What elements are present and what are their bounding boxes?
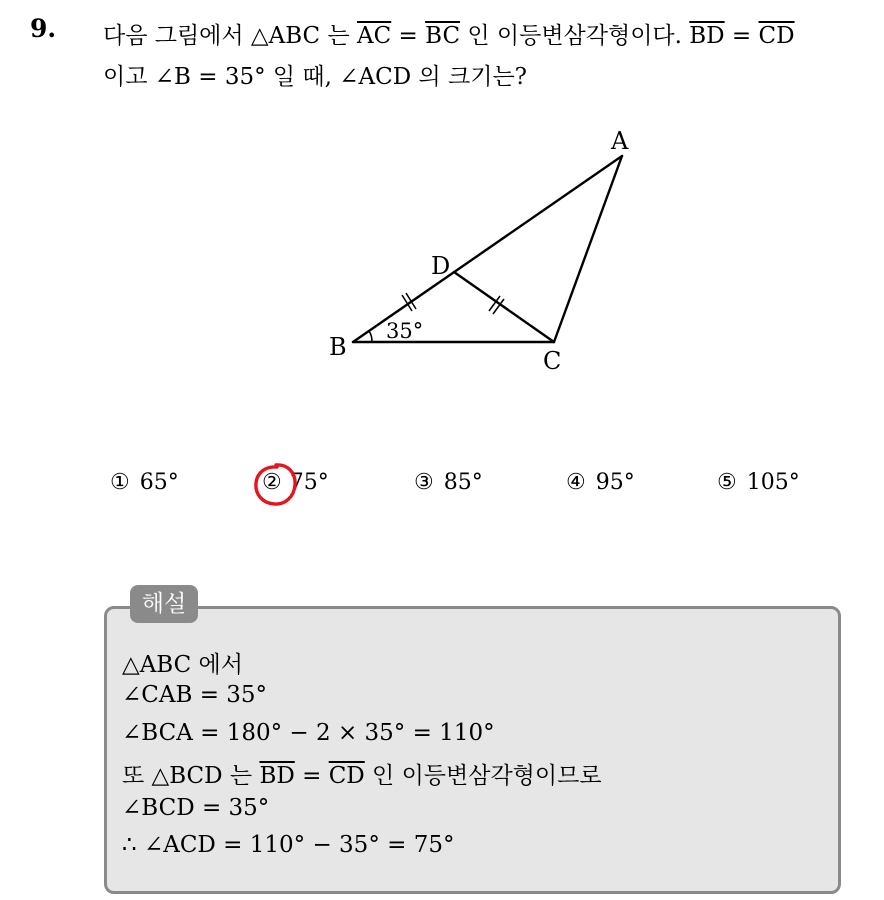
solution-line-5: ∠BCD = 35° [122, 795, 270, 821]
solution-line-3: ∠BCA = 180° − 2 × 35° = 110° [122, 720, 495, 746]
equals-sign: = [294, 763, 329, 789]
question-text-line2: 이고 ∠B = 35° 일 때, ∠ACD 의 크기는? [103, 64, 528, 90]
choice-value: 65° [139, 470, 179, 495]
side-ac [554, 156, 622, 342]
choice-marker: ⑤ [717, 470, 737, 495]
choice-value: 95° [595, 470, 635, 495]
choice-value: 105° [746, 470, 800, 495]
triangle-figure [320, 120, 660, 380]
label-b: B [329, 333, 347, 361]
question-number: 9. [30, 14, 57, 43]
segment-bd: $\overline{BD}$ [259, 763, 295, 789]
segment-cd: $\overline{CD}$ [758, 23, 795, 49]
side-ba [353, 156, 622, 342]
question-text-part: 다음 그림에서 △ABC 는 [103, 23, 357, 49]
choice-value: 75° [289, 470, 329, 495]
solution-line-4 [122, 757, 602, 790]
segment-ac: $\overline{AC}$ [357, 23, 392, 49]
choice-marker: ④ [566, 470, 586, 495]
solution-line-2: ∠CAB = 35° [122, 682, 268, 708]
segment-cd: $\overline{CD}$ [328, 763, 365, 789]
question-text-part: 인 이등변삼각형이다. [460, 23, 690, 49]
label-a: A [611, 127, 629, 155]
choice-marker: ③ [414, 470, 434, 495]
solution-text-part: 또 △BCD 는 [122, 763, 260, 789]
angle-label-b: 35° [386, 319, 424, 343]
segment-dc-line [454, 272, 554, 342]
equals-sign: = [391, 23, 426, 49]
choice-1[interactable] [110, 470, 179, 495]
segment-bd: $\overline{BD}$ [689, 23, 725, 49]
tick-mark-bd [406, 293, 416, 309]
question-text-line1 [103, 17, 795, 50]
choice-marker: ② [262, 470, 282, 495]
answer-choices [110, 470, 830, 504]
answer-circle-mark-icon [250, 459, 302, 511]
solution-text-part: 인 이등변삼각형이므로 [364, 763, 602, 789]
choice-5[interactable] [717, 470, 800, 495]
solution-line-6: ∴ ∠ACD = 110° − 35° = 75° [122, 832, 455, 858]
choice-marker: ① [110, 470, 130, 495]
solution-tag: 해설 [130, 585, 198, 623]
angle-arc-b [369, 331, 372, 342]
choice-value: 85° [443, 470, 483, 495]
segment-bc: $\overline{BC}$ [425, 23, 461, 49]
solution-line-1: △ABC 에서 [122, 652, 243, 678]
choice-4[interactable] [566, 470, 635, 495]
label-d: D [431, 252, 451, 280]
label-c: C [543, 347, 562, 375]
choice-3[interactable] [414, 470, 483, 495]
equals-sign: = [724, 23, 759, 49]
